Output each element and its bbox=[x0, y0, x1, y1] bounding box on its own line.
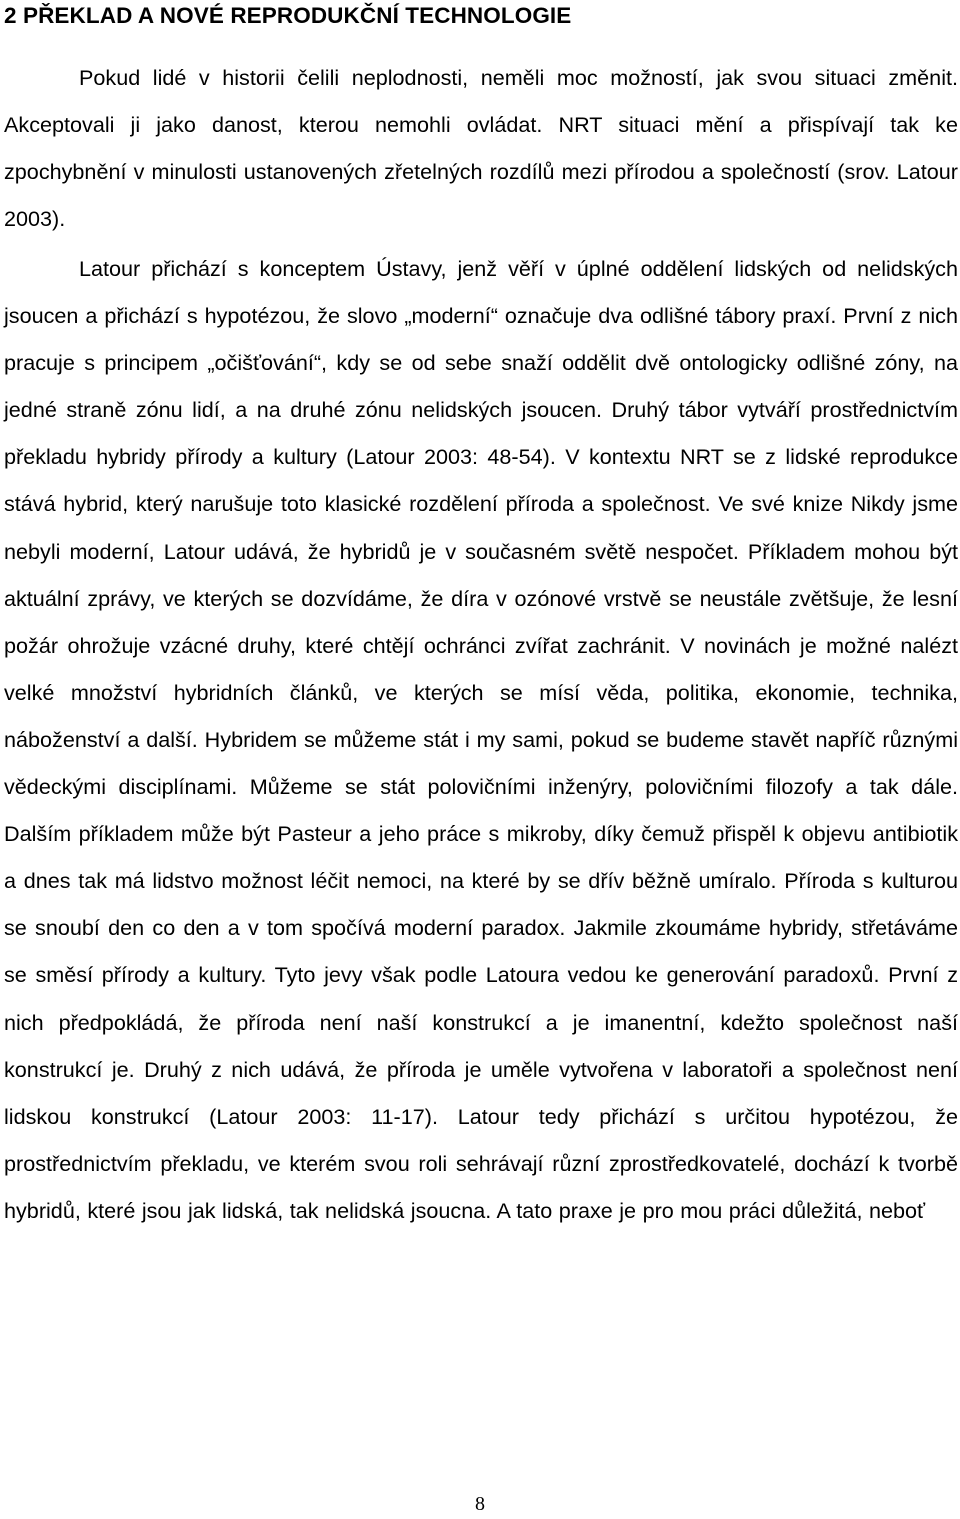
page-number: 8 bbox=[475, 1493, 485, 1515]
chapter-heading: 2 PŘEKLAD A NOVÉ REPRODUKČNÍ TECHNOLOGIE bbox=[4, 3, 572, 28]
paragraph-latour: Latour přichází s konceptem Ústavy, jenž věří v úplné oddělení lidských od nelidských jsoucen a přichází s hypotézou, že slovo „moderní“ označuje dva odlišné tábory praxí. První z nich pracuje s principem „očišťování“, kdy se od sebe snaží oddělit dvě ontologicky odlišné zóny, na jedné straně zónu lidí, a na druhé zónu nelidských jsoucen. Druhý tábor vytváří prostřednictvím překladu hybridy přírody a kultury (Latour 2003: 48-54). V kontextu NRT se z lidské reprodukce stává hybrid, který narušuje toto klasické rozdělení příroda a společnost. Ve své knize Nikdy jsme nebyli moderní, Latour udává, že hybridů je v současném světě nespočet. Příkladem mohou být aktuální zprávy, ve kterých se dozvídáme, že díra v ozónové vrstvě se neustále zvětšuje, že lesní požár ohrožuje vzácné druhy, které chtějí ochránci zvířat zachránit. V novinách je možné nalézt velké množství hybridních článků, ve kterých se mísí věda, politika, ekonomie, technika, náboženství a další. Hybridem se můžeme stát i my sami, pokud se budeme stavět napříč různými vědeckými disciplínami. Můžeme se stát polovičními inženýry, polovičními filozofy a tak dále. Dalším příkladem může být Pasteur a jeho práce s mikroby, díky čemuž přispěl k objevu antibiotik a dnes tak má lidstvo možnost léčit nemoci, na které by se dřív běžně umíralo. Příroda s kulturou se snoubí den co den a v tom spočívá moderní paradox. Jakmile zkoumáme hybridy, střetáváme se směsí přírody a kultury. Tyto jevy však podle Latoura vedou ke generování paradoxů. První z nich předpokládá, že příroda není naší konstrukcí a je imanentní, kdežto společnost naší konstrukcí je. Druhý z nich udává, že příroda je uměle vytvořena v laboratoři a společnost není lidskou konstrukcí (Latour 2003: 11-17). Latour tedy přichází s určitou hypotézou, že prostřednictvím překladu, ve kterém svou roli sehrávají různí zprostředkovatelé, dochází k tvorbě hybridů, které jsou jak lidská, tak nelidská jsoucna. A tato praxe je pro mou práci důležitá, neboť bbox=[4, 256, 958, 1223]
paragraph-intro: Pokud lidé v historii čelili neplodnosti, neměli moc možností, jak svou situaci změnit. Akceptovali ji jako danost, kterou nemohli ovládat. NRT situaci mění a přispívají tak ke zpochybnění v minulosti ustanovených zřetelných rozdílů mezi přírodou a společností (srov. Latour 2003). bbox=[4, 65, 958, 232]
